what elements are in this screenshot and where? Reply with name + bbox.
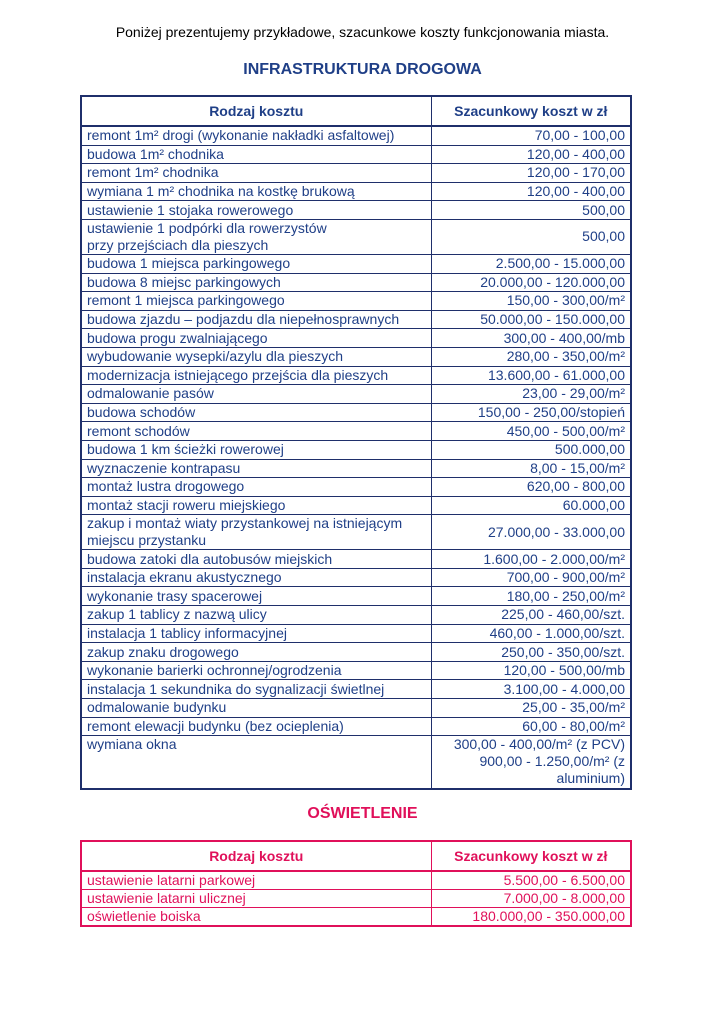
cost-type-cell: ustawienie 1 podpórki dla rowerzystów przy przejściach dla pieszych xyxy=(81,219,431,254)
table-row xyxy=(81,606,631,625)
table-row xyxy=(81,568,631,587)
cost-value-cell: 180,00 - 250,00/m² xyxy=(431,587,631,606)
lighting-cost-table xyxy=(80,840,632,927)
cost-value-cell: 150,00 - 250,00/stopień xyxy=(431,403,631,422)
cost-value-cell: 280,00 - 350,00/m² xyxy=(431,347,631,366)
cost-type-cell: instalacja 1 sekundnika do sygnalizacji świetlnej xyxy=(81,680,431,699)
table-row xyxy=(81,717,631,736)
cost-value-cell: 60.000,00 xyxy=(431,496,631,515)
cost-value-cell: 225,00 - 460,00/szt. xyxy=(431,606,631,625)
cost-value-cell: 450,00 - 500,00/m² xyxy=(431,422,631,441)
cost-type-cell: budowa 1 miejsca parkingowego xyxy=(81,254,431,273)
lighting-section-title: OŚWIETLENIE xyxy=(307,805,418,822)
table-row xyxy=(81,145,631,164)
cost-type-cell: ustawienie 1 stojaka rowerowego xyxy=(81,201,431,220)
cost-value-cell: 500.000,00 xyxy=(431,440,631,459)
table-row xyxy=(81,624,631,643)
cost-type-cell: remont 1m² chodnika xyxy=(81,164,431,183)
cost-value-cell: 700,00 - 900,00/m² xyxy=(431,568,631,587)
table-row xyxy=(81,890,631,908)
cost-type-cell: wymiana okna xyxy=(81,736,431,790)
cost-type-cell: remont elewacji budynku (bez ocieplenia) xyxy=(81,717,431,736)
table-row xyxy=(81,347,631,366)
cost-type-cell: wykonanie barierki ochronnej/ogrodzenia xyxy=(81,661,431,680)
cost-type-cell: odmalowanie pasów xyxy=(81,385,431,404)
cost-value-cell: 3.100,00 - 4.000,00 xyxy=(431,680,631,699)
cost-value-cell: 2.500,00 - 15.000,00 xyxy=(431,254,631,273)
table-row xyxy=(81,550,631,569)
cost-value-cell: 460,00 - 1.000,00/szt. xyxy=(431,624,631,643)
cost-type-cell: remont 1 miejsca parkingowego xyxy=(81,292,431,311)
intro-text: Poniżej prezentujemy przykładowe, szacunkowe koszty funkcjonowania miasta. xyxy=(115,24,610,40)
table-row xyxy=(81,661,631,680)
cost-type-cell: wykonanie trasy spacerowej xyxy=(81,587,431,606)
cost-value-cell: 13.600,00 - 61.000,00 xyxy=(431,366,631,385)
cost-type-cell: budowa zatoki dla autobusów miejskich xyxy=(81,550,431,569)
cost-value-cell: 60,00 - 80,00/m² xyxy=(431,717,631,736)
cost-value-cell: 120,00 - 400,00 xyxy=(431,145,631,164)
table-row xyxy=(81,403,631,422)
cost-value-cell: 20.000,00 - 120.000,00 xyxy=(431,273,631,292)
cost-value-cell: 500,00 xyxy=(431,201,631,220)
cost-type-cell: montaż stacji roweru miejskiego xyxy=(81,496,431,515)
cost-type-cell: budowa 1m² chodnika xyxy=(81,145,431,164)
table-header-row xyxy=(81,841,631,871)
cost-type-cell: montaż lustra drogowego xyxy=(81,478,431,497)
cost-type-cell: budowa schodów xyxy=(81,403,431,422)
cost-value-cell: 50.000,00 - 150.000,00 xyxy=(431,310,631,329)
cost-type-cell: budowa zjazdu – podjazdu dla niepełnosprawnych xyxy=(81,310,431,329)
cost-value-cell: 300,00 - 400,00/m² (z PCV) 900,00 - 1.250,00/m² (z aluminium) xyxy=(431,736,631,790)
cost-value-cell: 120,00 - 170,00 xyxy=(431,164,631,183)
table-row xyxy=(81,254,631,273)
table-row xyxy=(81,699,631,718)
cost-type-cell: remont schodów xyxy=(81,422,431,441)
table-row xyxy=(81,736,631,790)
cost-value-cell: 120,00 - 400,00 xyxy=(431,182,631,201)
cost-type-cell: zakup 1 tablicy z nazwą ulicy xyxy=(81,606,431,625)
cost-type-cell: remont 1m² drogi (wykonanie nakładki asfaltowej) xyxy=(81,126,431,145)
header-estimated-cost: Szacunkowy koszt w zł xyxy=(431,841,631,871)
header-cost-type: Rodzaj kosztu xyxy=(81,96,431,126)
table-row xyxy=(81,292,631,311)
cost-type-cell: oświetlenie boiska xyxy=(81,908,431,927)
cost-value-cell: 150,00 - 300,00/m² xyxy=(431,292,631,311)
cost-type-cell: budowa 1 km ścieżki rowerowej xyxy=(81,440,431,459)
cost-value-cell: 500,00 xyxy=(431,219,631,254)
cost-value-cell: 25,00 - 35,00/m² xyxy=(431,699,631,718)
cost-value-cell: 70,00 - 100,00 xyxy=(431,126,631,145)
table-row xyxy=(81,385,631,404)
table-row xyxy=(81,515,631,550)
cost-value-cell: 23,00 - 29,00/m² xyxy=(431,385,631,404)
header-cost-type: Rodzaj kosztu xyxy=(81,841,431,871)
table-row xyxy=(81,273,631,292)
cost-type-cell: odmalowanie budynku xyxy=(81,699,431,718)
cost-type-cell: wybudowanie wysepki/azylu dla pieszych xyxy=(81,347,431,366)
table-row xyxy=(81,182,631,201)
cost-type-cell: zakup i montaż wiaty przystankowej na istniejącym miejscu przystanku xyxy=(81,515,431,550)
table-header-row xyxy=(81,96,631,126)
cost-value-cell: 250,00 - 350,00/szt. xyxy=(431,643,631,662)
cost-value-cell: 8,00 - 15,00/m² xyxy=(431,459,631,478)
header-estimated-cost: Szacunkowy koszt w zł xyxy=(431,96,631,126)
cost-value-cell: 620,00 - 800,00 xyxy=(431,478,631,497)
cost-type-cell: instalacja 1 tablicy informacyjnej xyxy=(81,624,431,643)
table-row xyxy=(81,459,631,478)
cost-type-cell: zakup znaku drogowego xyxy=(81,643,431,662)
table-row xyxy=(81,496,631,515)
road-cost-table xyxy=(80,95,632,790)
table-row xyxy=(81,219,631,254)
table-row xyxy=(81,871,631,890)
cost-value-cell: 180.000,00 - 350.000,00 xyxy=(431,908,631,927)
cost-type-cell: budowa progu zwalniającego xyxy=(81,329,431,348)
table-row xyxy=(81,329,631,348)
table-row xyxy=(81,310,631,329)
table-row xyxy=(81,680,631,699)
cost-value-cell: 27.000,00 - 33.000,00 xyxy=(431,515,631,550)
cost-value-cell: 300,00 - 400,00/mb xyxy=(431,329,631,348)
cost-type-cell: ustawienie latarni parkowej xyxy=(81,871,431,890)
cost-type-cell: instalacja ekranu akustycznego xyxy=(81,568,431,587)
table-row xyxy=(81,164,631,183)
cost-type-cell: wyznaczenie kontrapasu xyxy=(81,459,431,478)
cost-type-cell: wymiana 1 m² chodnika na kostkę brukową xyxy=(81,182,431,201)
table-row xyxy=(81,440,631,459)
cost-value-cell: 5.500,00 - 6.500,00 xyxy=(431,871,631,890)
cost-value-cell: 120,00 - 500,00/mb xyxy=(431,661,631,680)
table-row xyxy=(81,908,631,927)
table-row xyxy=(81,201,631,220)
table-row xyxy=(81,366,631,385)
table-row xyxy=(81,126,631,145)
cost-type-cell: modernizacja istniejącego przejścia dla pieszych xyxy=(81,366,431,385)
table-row xyxy=(81,478,631,497)
cost-type-cell: ustawienie latarni ulicznej xyxy=(81,890,431,908)
cost-type-cell: budowa 8 miejsc parkingowych xyxy=(81,273,431,292)
cost-value-cell: 7.000,00 - 8.000,00 xyxy=(431,890,631,908)
road-section-title: INFRASTRUKTURA DROGOWA xyxy=(243,61,482,78)
table-row xyxy=(81,643,631,662)
cost-value-cell: 1.600,00 - 2.000,00/m² xyxy=(431,550,631,569)
table-row xyxy=(81,422,631,441)
table-row xyxy=(81,587,631,606)
